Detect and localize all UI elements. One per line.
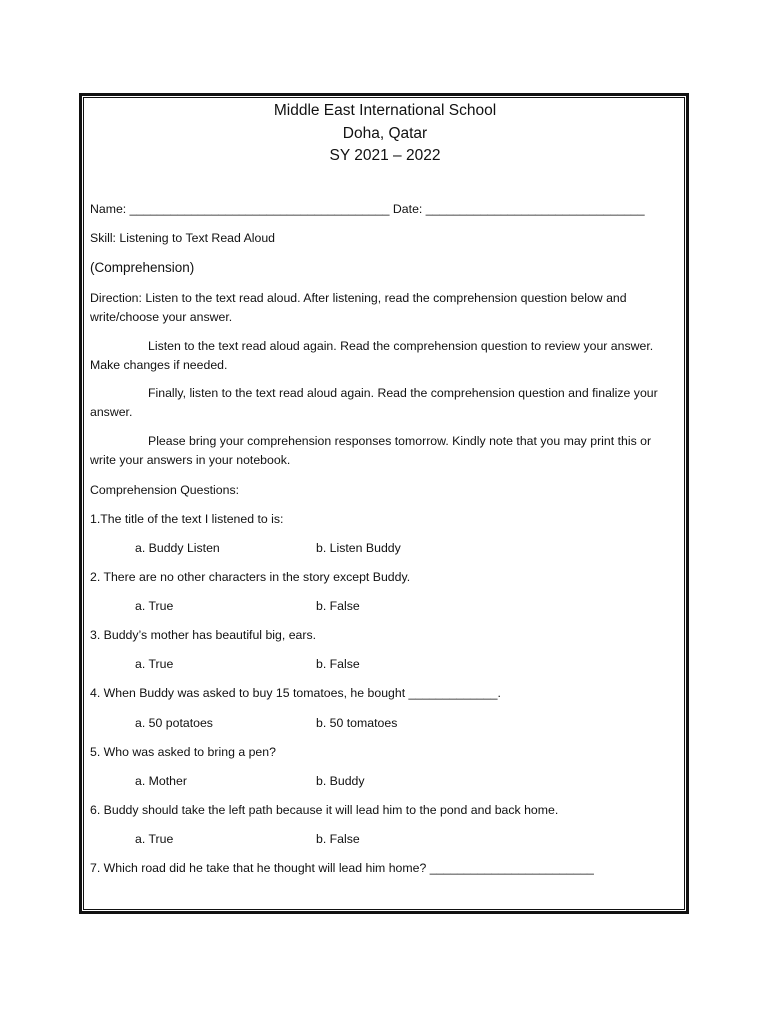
question-1-option-a: a. Buddy Listen [135, 541, 220, 555]
questions-heading: Comprehension Questions: [90, 483, 240, 497]
question-1: 1.The title of the text I listened to is: [90, 512, 284, 526]
direction-3: Finally, listen to the text read aloud again. Read the comprehension question and finalize your answer. [90, 386, 658, 419]
direction-4: Please bring your comprehension responses tomorrow. Kindly note that you may print this or write your answers in your notebook. [90, 434, 652, 467]
school-name: Middle East International School [273, 102, 497, 119]
question-3-option-b: b. False [316, 657, 360, 671]
question-3: 3. Buddy’s mother has beautiful big, ears. [90, 628, 317, 642]
question-3-option-a: a. True [135, 657, 174, 671]
question-5: 5. Who was asked to bring a pen? [90, 745, 276, 759]
question-2-option-a: a. True [135, 599, 174, 613]
question-2-option-b: b. False [316, 599, 360, 613]
school-year: SY 2021 – 2022 [329, 147, 441, 164]
question-5-option-b: b. Buddy [316, 774, 365, 788]
question-4-option-a: a. 50 potatoes [135, 716, 213, 730]
page-border-inner [83, 97, 685, 910]
worksheet-header [90, 100, 680, 168]
skill-line: Skill: Listening to Text Read Aloud [90, 231, 276, 245]
question-1-option-b: b. Listen Buddy [316, 541, 401, 555]
question-6-option-b: b. False [316, 832, 360, 846]
question-4: 4. When Buddy was asked to buy 15 tomatoes, he bought _____________. [90, 686, 501, 700]
question-6: 6. Buddy should take the left path because it will lead him to the pond and back home. [90, 803, 559, 817]
question-7: 7. Which road did he take that he thought will lead him home? ________________________ [90, 861, 594, 875]
question-4-option-b: b. 50 tomatoes [316, 716, 398, 730]
school-location: Doha, Qatar [342, 124, 428, 142]
direction-1: Direction: Listen to the text read aloud. After listening, read the comprehension question below and write/choose your answer. [90, 291, 627, 324]
question-6-option-a: a. True [135, 832, 174, 846]
question-2: 2. There are no other characters in the story except Buddy. [90, 570, 411, 584]
question-5-option-a: a. Mother [135, 774, 187, 788]
name-date-line: Name: ______________________________________ Date: ________________________________ [90, 202, 645, 216]
direction-2: Listen to the text read aloud again. Read the comprehension question to review your answer. Make changes if needed. [90, 339, 654, 372]
skill-subtitle: (Comprehension) [90, 260, 195, 275]
worksheet [90, 100, 680, 875]
